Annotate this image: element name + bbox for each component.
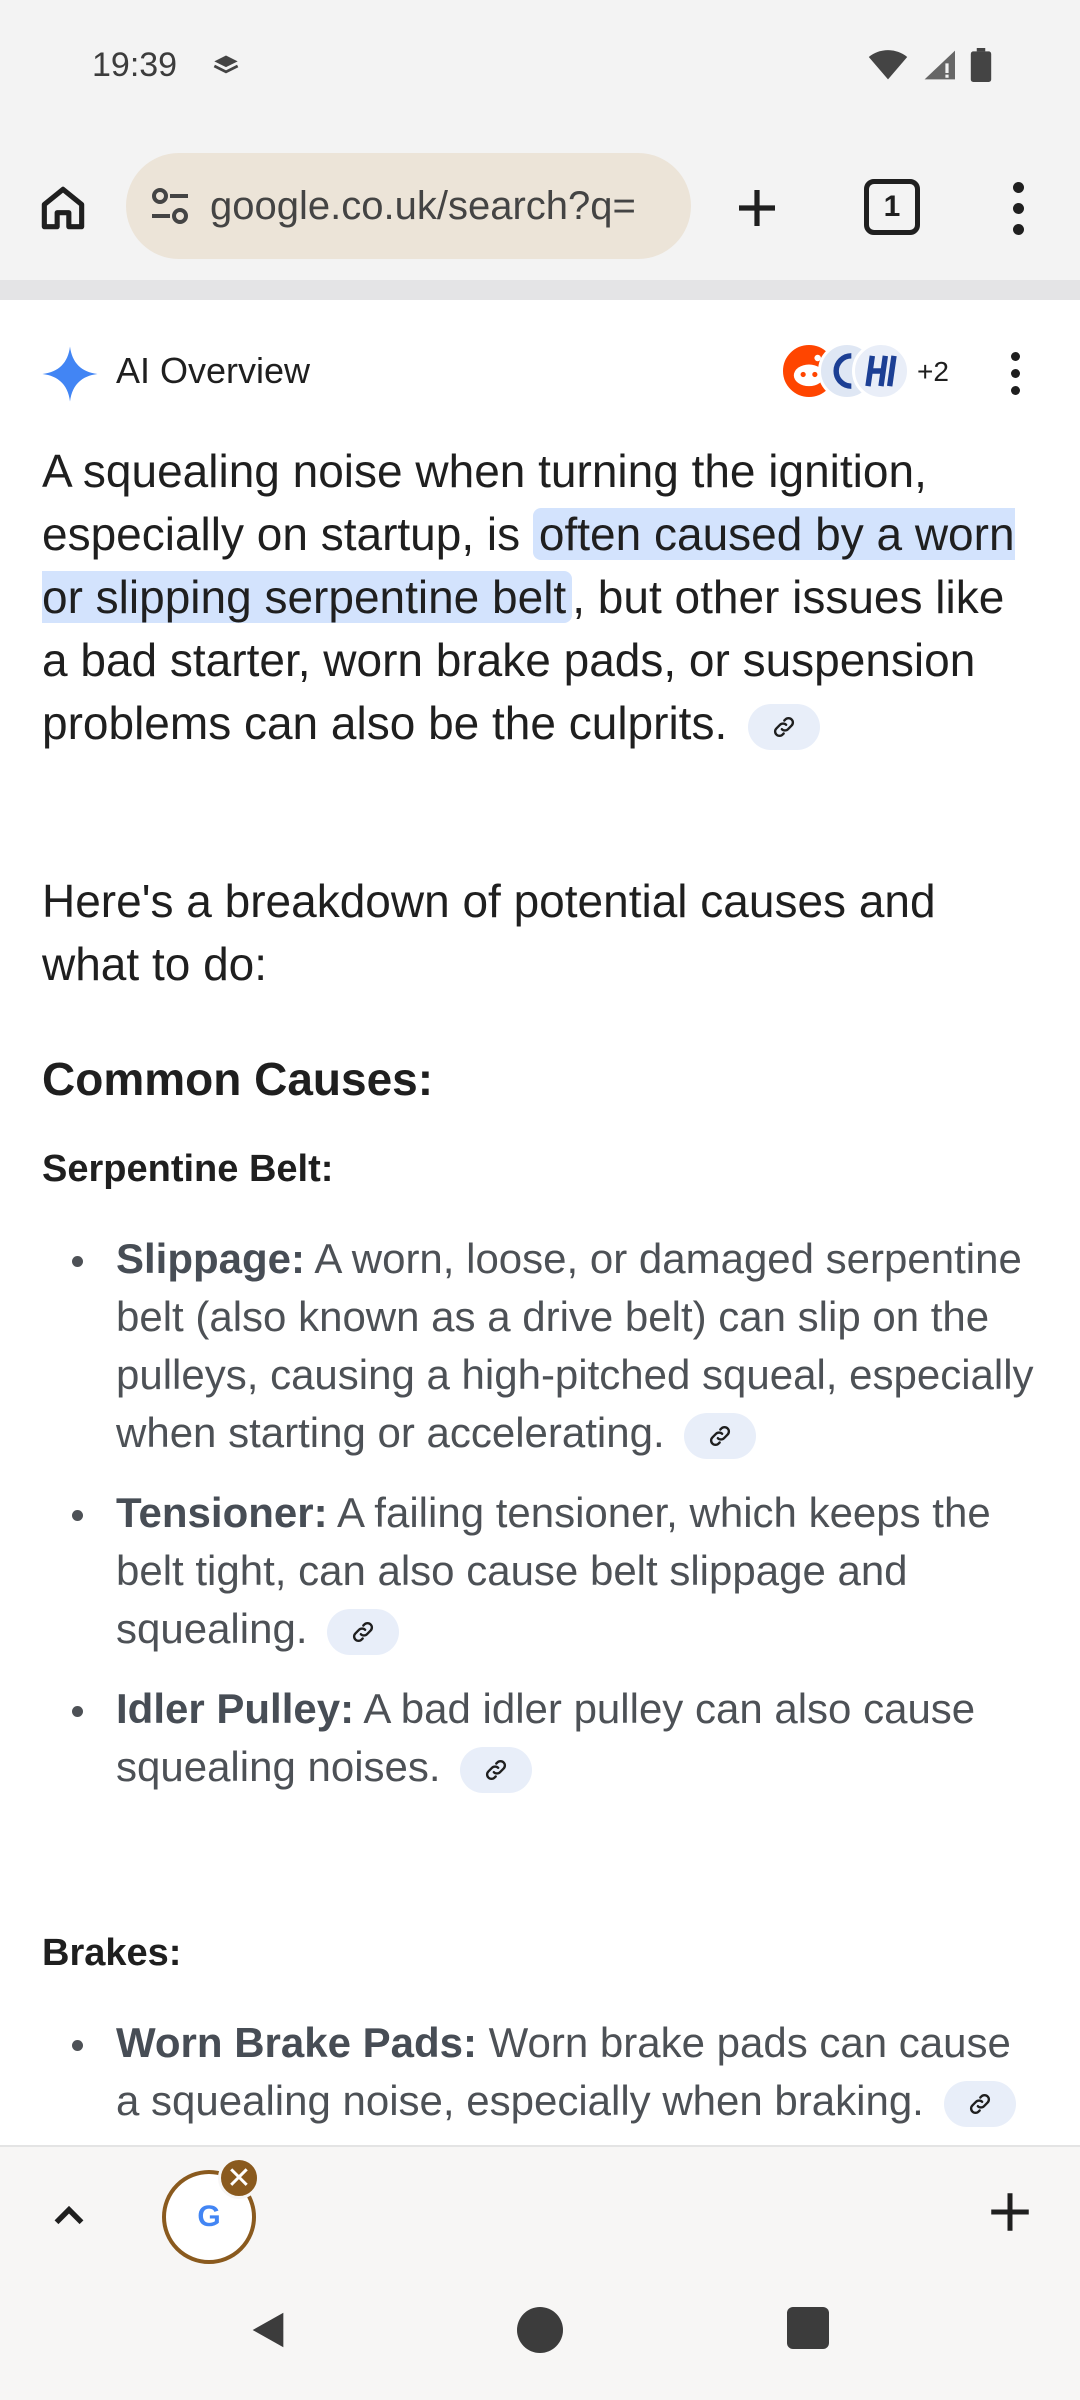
- brakes-list: [42, 2014, 1042, 2145]
- list-item-term: Worn Brake Pads:: [116, 2019, 477, 2066]
- serpentine-belt-heading: Serpentine Belt:: [42, 1148, 334, 1190]
- recents-icon[interactable]: [787, 2307, 829, 2349]
- signal-icon: [922, 49, 956, 86]
- nav-home-icon[interactable]: [517, 2307, 563, 2353]
- list-item-term: Slippage:: [116, 1235, 306, 1282]
- intro-text-before: A squealing noise when turning the ignition, especially on startup, is: [42, 445, 927, 560]
- add-icon[interactable]: [985, 2187, 1045, 2247]
- more-sources-count[interactable]: +2: [917, 356, 949, 387]
- status-icons: [868, 48, 992, 87]
- layers-icon: [212, 52, 240, 85]
- brakes-heading: Brakes:: [42, 1932, 182, 1974]
- common-causes-heading: Common Causes:: [42, 1053, 434, 1105]
- serpentine-list: [42, 1230, 1042, 1818]
- list-item: [42, 1484, 1042, 1658]
- status-time: 19:39: [92, 46, 178, 84]
- link-icon[interactable]: [460, 1747, 532, 1793]
- source-avatars[interactable]: [780, 342, 949, 402]
- list-item: [42, 2014, 1042, 2130]
- list-item-text: A worn, loose, or damaged serpentine belt (also known as a drive belt) can slip on the pulleys, causing a high-pitched squeal, especially when starting or accelerating.: [116, 1235, 1034, 1456]
- intro-highlight: often caused by a worn or slipping serpentine belt: [42, 508, 1015, 623]
- google-tab-icon[interactable]: G: [162, 2170, 256, 2264]
- battery-icon: [970, 48, 992, 87]
- new-tab-plus-icon[interactable]: [722, 173, 792, 243]
- back-icon[interactable]: [245, 2307, 291, 2358]
- ai-overview-more-icon[interactable]: [1000, 352, 1030, 402]
- list-item-term: Idler Pulley:: [116, 1685, 355, 1732]
- wifi-icon: [868, 49, 908, 86]
- chevron-up-icon[interactable]: [44, 2191, 94, 2241]
- list-item-text: A failing tensioner, which keeps the belt tight, can also cause belt slippage and squealing.: [116, 1489, 991, 1652]
- home-icon[interactable]: [30, 175, 96, 241]
- close-icon[interactable]: ✕: [218, 2157, 260, 2199]
- list-item-text: Worn brake pads can cause a squealing noise, especially when braking.: [116, 2019, 1011, 2124]
- search-results-content[interactable]: [0, 300, 1080, 2145]
- tab-switcher-icon[interactable]: 1: [864, 179, 920, 235]
- forum-source-icon[interactable]: [852, 342, 910, 400]
- status-bar: [0, 0, 1080, 135]
- link-icon[interactable]: [327, 1609, 399, 1655]
- toolbar-divider: [0, 280, 1080, 300]
- link-icon[interactable]: [944, 2081, 1016, 2127]
- ai-overview-header: [40, 338, 1040, 404]
- browser-toolbar: [0, 135, 1080, 280]
- tune-icon[interactable]: [146, 182, 194, 230]
- list-item-term: Tensioner:: [116, 1489, 328, 1536]
- breakdown-text: Here's a breakdown of potential causes and what to do:: [42, 875, 936, 990]
- address-bar[interactable]: [126, 153, 691, 259]
- ai-overview-intro: [42, 440, 1042, 755]
- more-vert-icon[interactable]: [994, 173, 1042, 243]
- sparkle-icon: [40, 344, 100, 404]
- system-nav-bar: [0, 2285, 1080, 2400]
- bottom-toolbar: [0, 2145, 1080, 2285]
- list-item: [42, 1680, 1042, 1796]
- link-icon[interactable]: [748, 704, 820, 750]
- intro-text-after: , but other issues like a bad starter, worn brake pads, or suspension problems can also be the culprits.: [42, 571, 1005, 749]
- link-icon[interactable]: [684, 1413, 756, 1459]
- ai-overview-title: AI Overview: [116, 350, 311, 391]
- list-item-text: A bad idler pulley can also cause squealing noises.: [116, 1685, 976, 1790]
- list-item: [42, 1230, 1042, 1462]
- url-text[interactable]: google.co.uk/search?q=: [210, 183, 636, 228]
